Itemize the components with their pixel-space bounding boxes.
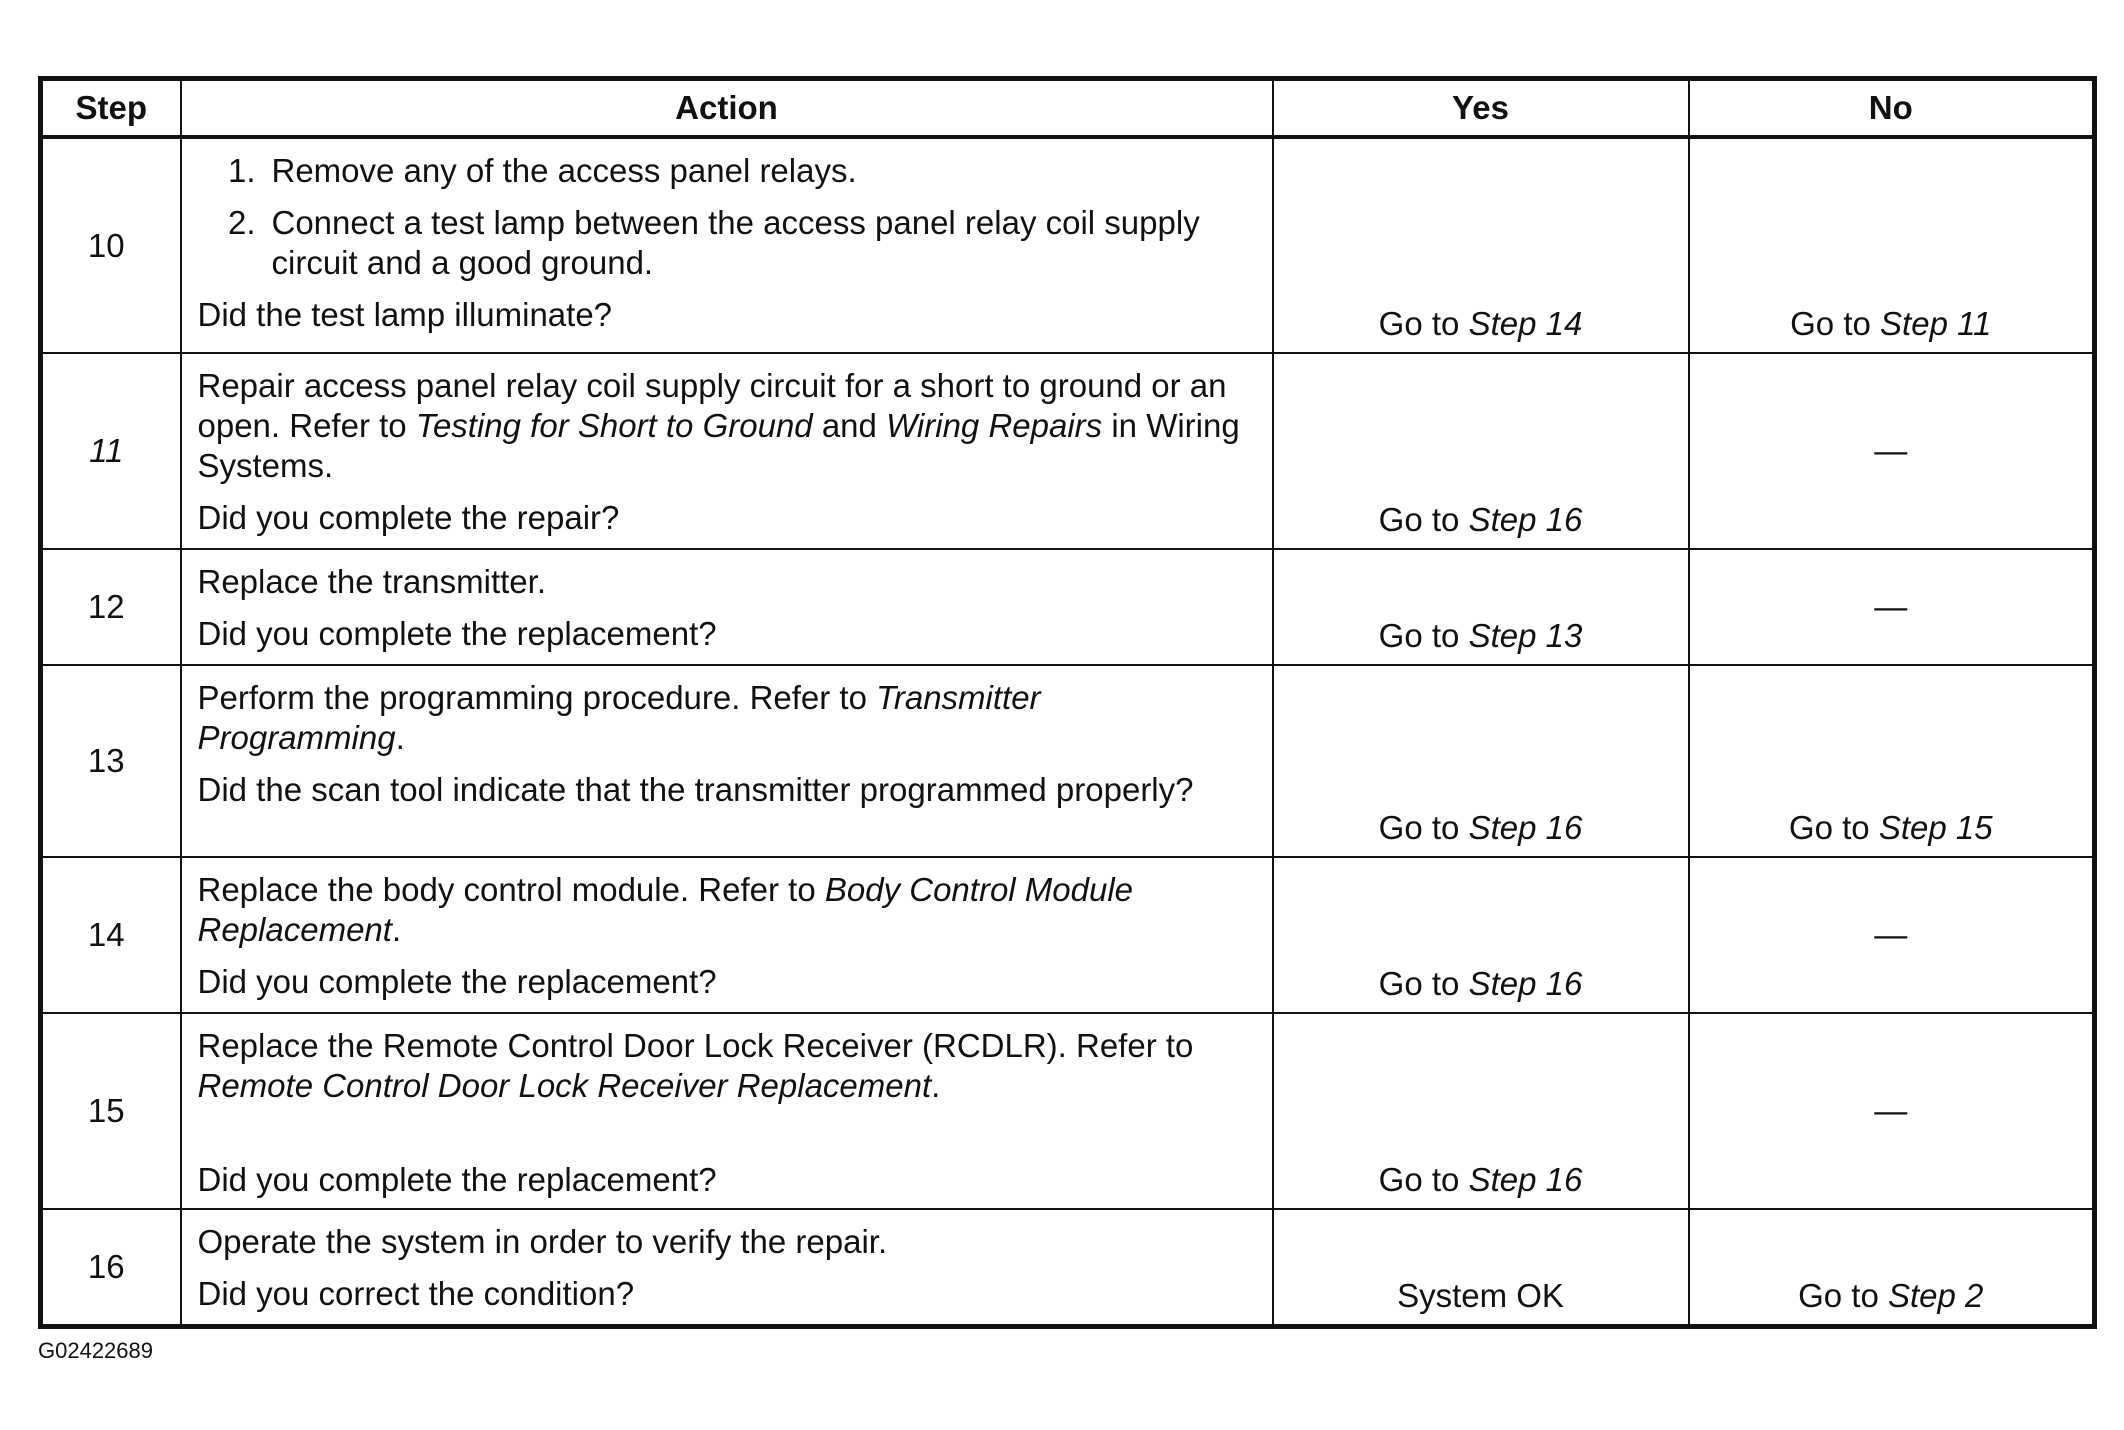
action-cell: [181, 1013, 1273, 1209]
list-item: [198, 151, 1248, 191]
yes-answer: System OK: [1397, 1277, 1564, 1314]
no-cell: [1689, 857, 2095, 1013]
action-question: Did you complete the replacement?: [197, 1161, 717, 1198]
step-number: 13: [41, 665, 181, 857]
action-reference: Body Control Module Replacement: [197, 871, 1134, 948]
yes-answer: [1274, 304, 1688, 344]
no-answer: [1690, 1276, 2093, 1316]
step-number: 10: [41, 137, 181, 353]
action-text: [198, 678, 1248, 758]
no-answer-dash: —: [1874, 588, 1908, 625]
action-reference: Remote Control Door Lock Receiver Replacement: [197, 1067, 932, 1104]
list-number: 1.: [227, 152, 256, 189]
action-list: [198, 151, 1248, 283]
yes-step-ref: Step 14: [1468, 305, 1583, 342]
yes-step-ref: Step 16: [1468, 501, 1583, 538]
figure-id: G02422689: [38, 1338, 153, 1363]
action-text-part: .: [391, 911, 402, 948]
no-prefix: Go to: [1788, 809, 1879, 846]
yes-answer: [1274, 808, 1688, 848]
action-reference: Wiring Repairs: [886, 407, 1103, 444]
action-text-part: Replace the Remote Control Door Lock Receiver (RCDLR). Refer to: [197, 1027, 1194, 1064]
yes-cell: [1273, 353, 1689, 549]
action-text-part: .: [931, 1067, 941, 1104]
yes-prefix: Go to: [1378, 617, 1469, 654]
no-cell: [1689, 1013, 2095, 1209]
table-row: [41, 137, 2095, 353]
list-text: Connect a test lamp between the access panel relay coil supply circuit and a good ground.: [271, 204, 1200, 281]
action-text-part: Replace the body control module. Refer to: [197, 871, 825, 908]
yes-prefix: Go to: [1378, 965, 1469, 1002]
yes-cell: [1273, 665, 1689, 857]
no-cell: [1689, 137, 2095, 353]
action-question: Did the scan tool indicate that the transmitter programmed properly?: [197, 771, 1194, 808]
action-question: Did you complete the replacement?: [197, 963, 717, 1000]
header-yes: Yes: [1273, 79, 1689, 138]
action-cell: [181, 137, 1273, 353]
yes-prefix: Go to: [1378, 501, 1469, 538]
no-answer: [1690, 304, 2093, 344]
no-answer-dash: —: [1874, 1092, 1908, 1129]
no-prefix: Go to: [1790, 305, 1881, 342]
action-text: Operate the system in order to verify the repair.: [197, 1223, 888, 1260]
yes-step-ref: Step 16: [1468, 809, 1583, 846]
table-row: [41, 1209, 2095, 1327]
action-question: Did you correct the condition?: [197, 1275, 635, 1312]
no-step-ref: Step 15: [1878, 809, 1993, 846]
list-number: 2.: [227, 204, 256, 241]
step-number: 15: [41, 1013, 181, 1209]
yes-answer: [1274, 1160, 1688, 1200]
action-reference: Transmitter Programming: [197, 679, 1041, 756]
yes-prefix: Go to: [1378, 1161, 1469, 1198]
yes-cell: [1273, 137, 1689, 353]
no-answer: [1690, 808, 2093, 848]
action-text: [198, 870, 1248, 950]
action-cell: [181, 857, 1273, 1013]
step-number: 14: [41, 857, 181, 1013]
action-reference: Testing for Short to Ground: [415, 407, 813, 444]
list-item: [198, 203, 1248, 283]
yes-cell: [1273, 857, 1689, 1013]
yes-step-ref: Step 13: [1468, 617, 1583, 654]
no-cell: [1689, 665, 2095, 857]
list-text: Remove any of the access panel relays.: [271, 152, 857, 189]
action-cell: [181, 665, 1273, 857]
header-step: Step: [41, 79, 181, 138]
yes-cell: [1273, 1013, 1689, 1209]
action-question: Did you complete the replacement?: [197, 615, 717, 652]
action-text-part: and: [812, 407, 887, 444]
yes-answer: [1274, 964, 1688, 1004]
yes-step-ref: Step 16: [1468, 965, 1583, 1002]
table-header-row: [41, 79, 2095, 138]
header-no: No: [1689, 79, 2095, 138]
table-row: [41, 1013, 2095, 1209]
action-question: Did you complete the repair?: [197, 499, 620, 536]
action-cell: [181, 549, 1273, 665]
header-action: Action: [181, 79, 1273, 138]
no-answer-dash: —: [1874, 916, 1908, 953]
action-text-part: .: [395, 719, 405, 756]
table-row: [41, 353, 2095, 549]
action-text-part: Perform the programming procedure. Refer to: [197, 679, 877, 716]
table-row: [41, 665, 2095, 857]
step-number: 12: [41, 549, 181, 665]
step-number: 16: [41, 1209, 181, 1327]
no-step-ref: Step 11: [1880, 305, 1992, 342]
action-question: Did the test lamp illuminate?: [197, 296, 613, 333]
diagnostic-table: [38, 76, 2097, 1329]
no-cell: [1689, 353, 2095, 549]
action-text-part: Repair access panel relay coil supply circuit for a short to ground or an open. Refer to: [197, 367, 1227, 444]
yes-answer: [1274, 616, 1688, 656]
action-text: Replace the transmitter.: [197, 563, 546, 600]
yes-prefix: Go to: [1378, 305, 1469, 342]
yes-prefix: Go to: [1378, 809, 1469, 846]
step-number-text: 11: [89, 432, 124, 469]
yes-cell: [1273, 549, 1689, 665]
no-prefix: Go to: [1798, 1277, 1888, 1314]
table-row: [41, 549, 2095, 665]
yes-step-ref: Step 16: [1468, 1161, 1583, 1198]
step-number: [41, 353, 181, 549]
action-text: [198, 366, 1248, 486]
action-text-part: in Wiring Systems.: [197, 407, 1240, 484]
no-answer-dash: —: [1874, 432, 1908, 469]
no-cell: [1689, 1209, 2095, 1327]
yes-cell: [1273, 1209, 1689, 1327]
no-step-ref: Step 2: [1887, 1277, 1984, 1314]
action-cell: [181, 353, 1273, 549]
action-text: [198, 1026, 1248, 1106]
yes-answer: [1274, 500, 1688, 540]
action-cell: [181, 1209, 1273, 1327]
no-cell: [1689, 549, 2095, 665]
table-row: [41, 857, 2095, 1013]
